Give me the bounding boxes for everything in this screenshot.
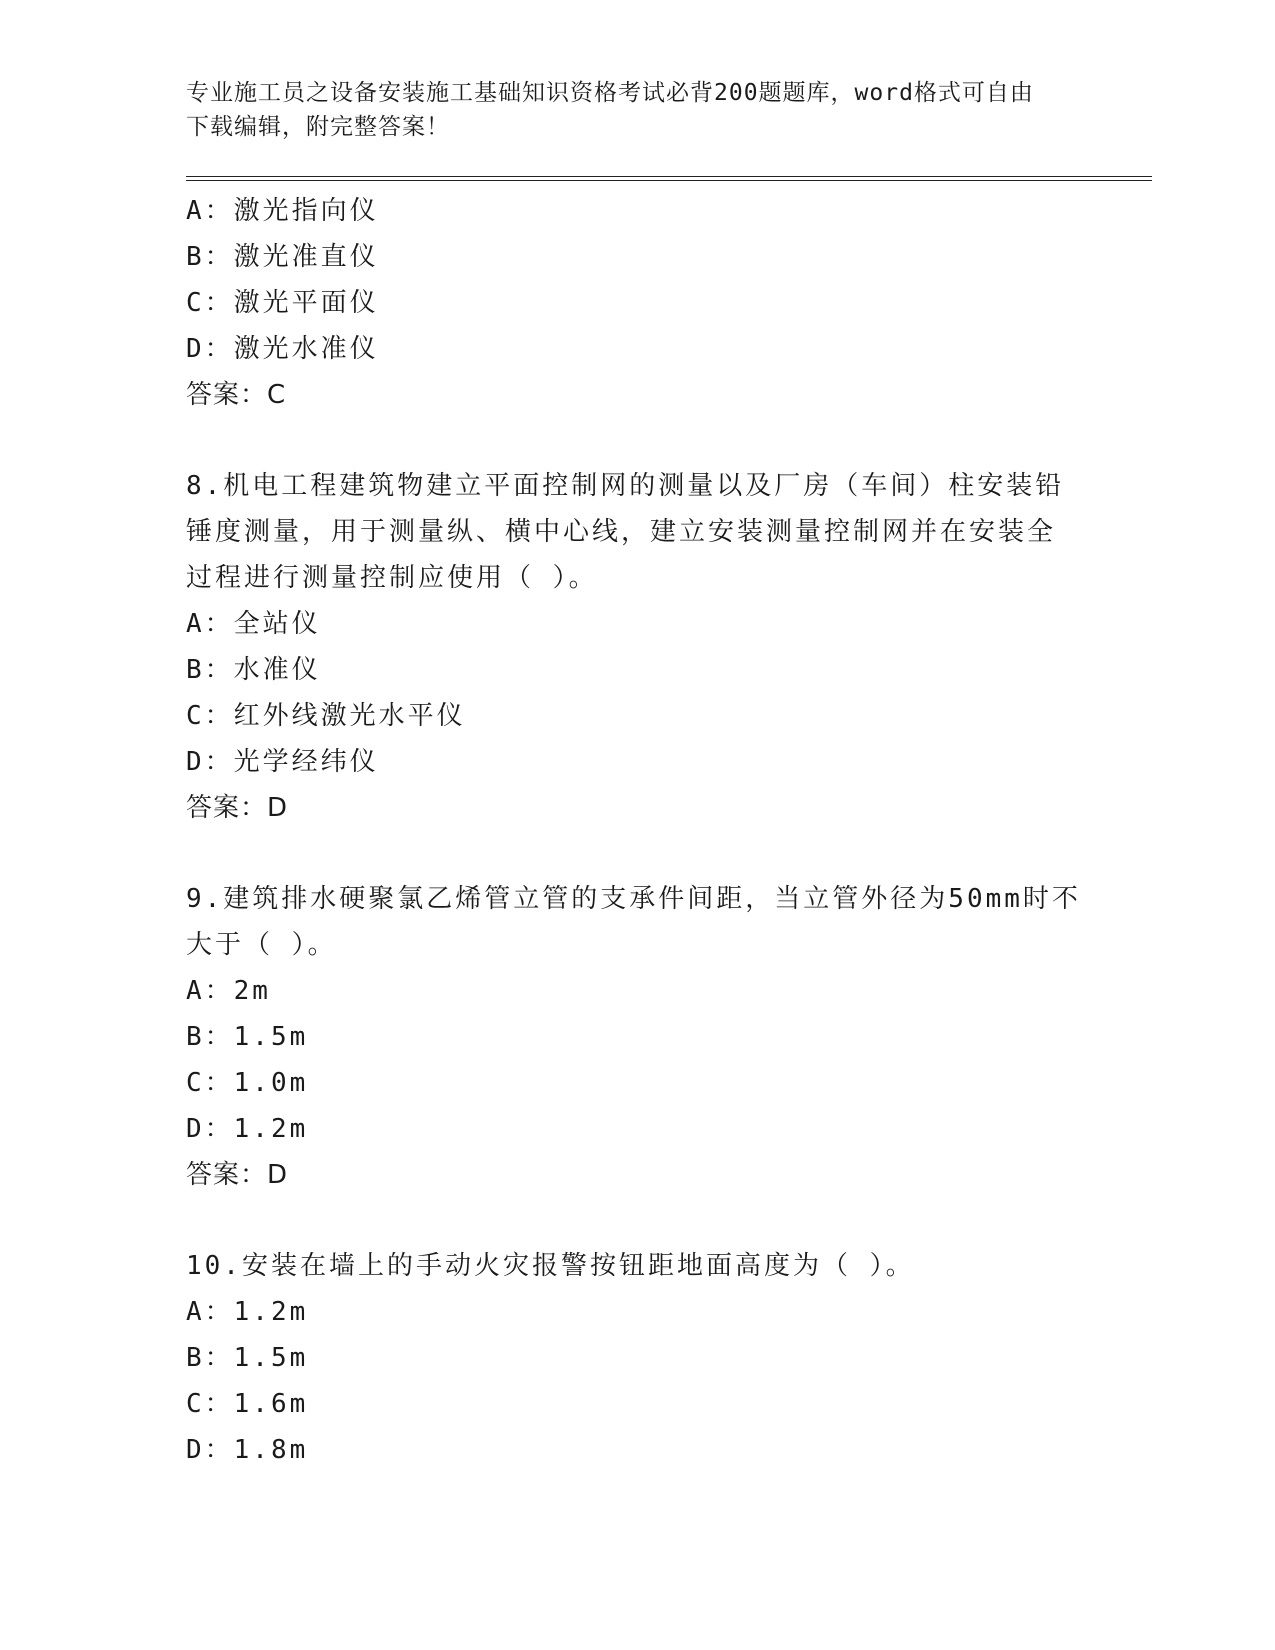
question-list — [186, 188, 1086, 1473]
question-7-block — [186, 188, 1086, 418]
option-b: B：激光准直仪 — [186, 242, 379, 272]
header-line-1: 专业施工员之设备安装施工基础知识资格考试必背200题题库，word格式可自由 — [186, 80, 1034, 106]
option-b: B：1.5m — [186, 1022, 309, 1052]
question-text-line: 大于（ ）。 — [186, 930, 337, 960]
option-a: A：激光指向仪 — [186, 196, 379, 226]
answer-line: 答案：D — [186, 1160, 289, 1190]
question-text-line: 9.建筑排水硬聚氯乙烯管立管的支承件间距，当立管外径为50mm时不 — [186, 884, 1081, 914]
option-d: D：1.2m — [186, 1114, 309, 1144]
option-d: D：激光水准仪 — [186, 334, 379, 364]
question-text-line: 8.机电工程建筑物建立平面控制网的测量以及厂房（车间）柱安装铅 — [186, 471, 1065, 501]
header-line-2: 下载编辑，附完整答案！ — [186, 114, 450, 140]
question-text-line: 10.安装在墙上的手动火灾报警按钮距地面高度为（ ）。 — [186, 1251, 915, 1281]
spacer — [186, 418, 1086, 463]
option-c: C：1.6m — [186, 1389, 309, 1419]
document-header — [186, 76, 1066, 144]
header-divider — [186, 176, 1152, 181]
answer-line: 答案：D — [186, 793, 289, 823]
question-text-line: 锤度测量，用于测量纵、横中心线，建立安装测量控制网并在安装全 — [186, 517, 1057, 547]
option-a: A：2m — [186, 976, 271, 1006]
option-b: B：水准仪 — [186, 655, 321, 685]
option-d: D：1.8m — [186, 1435, 309, 1465]
question-9-block — [186, 876, 1086, 1198]
answer-line: 答案：C — [186, 380, 287, 410]
option-c: C：红外线激光水平仪 — [186, 701, 466, 731]
option-c: C：激光平面仪 — [186, 288, 379, 318]
question-8-block — [186, 463, 1086, 831]
option-b: B：1.5m — [186, 1343, 309, 1373]
spacer — [186, 831, 1086, 876]
question-text-line: 过程进行测量控制应使用（ ）。 — [186, 563, 598, 593]
option-c: C：1.0m — [186, 1068, 309, 1098]
option-d: D：光学经纬仪 — [186, 747, 379, 777]
spacer — [186, 1198, 1086, 1243]
option-a: A：全站仪 — [186, 609, 321, 639]
option-a: A：1.2m — [186, 1297, 309, 1327]
question-10-block — [186, 1243, 1086, 1473]
